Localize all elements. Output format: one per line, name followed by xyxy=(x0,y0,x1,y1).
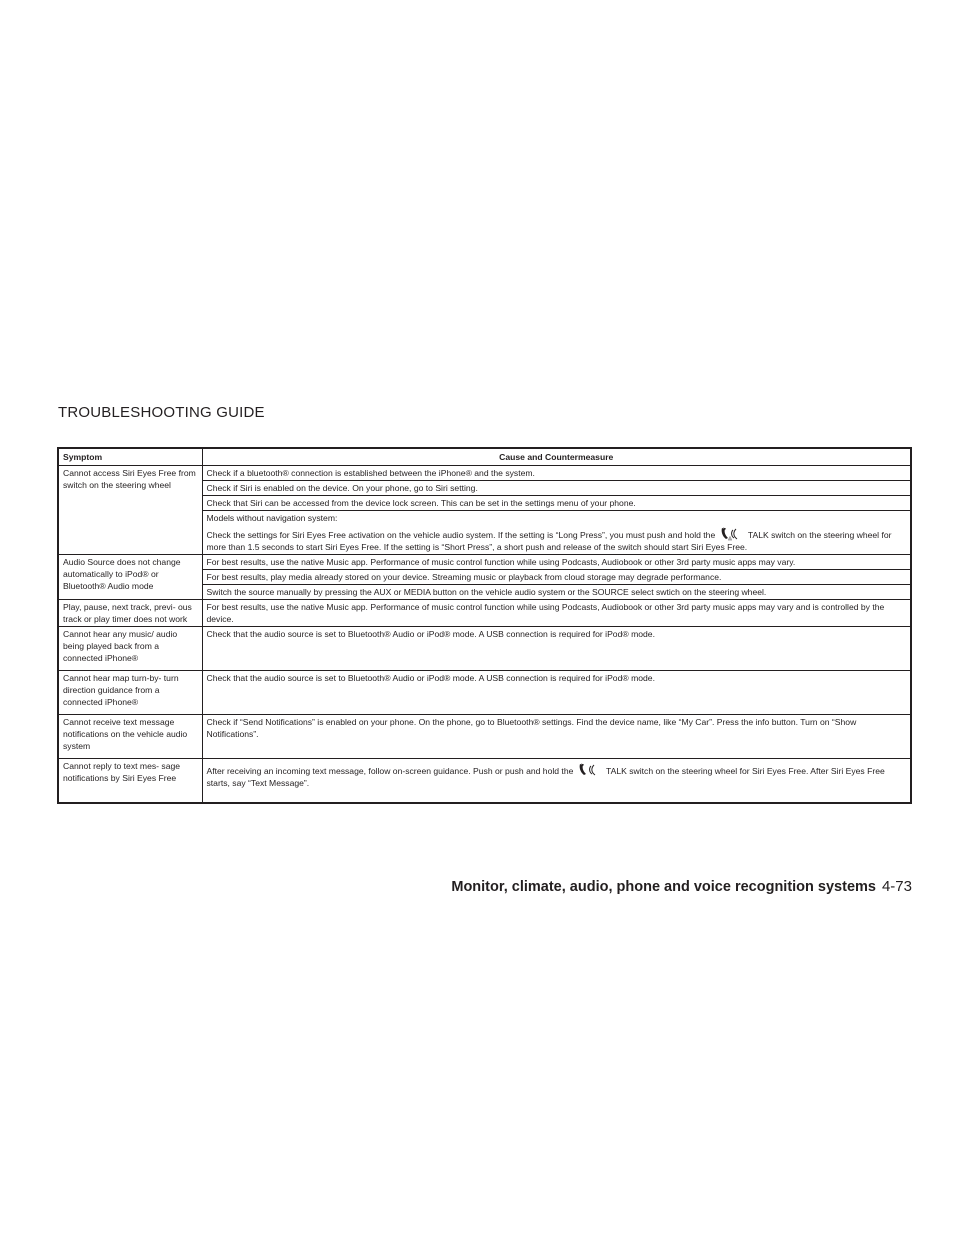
symptom-cell: Cannot access Siri Eyes Free from switch on the steering wheel xyxy=(58,466,202,555)
models-text xyxy=(207,527,907,553)
table-header-row xyxy=(58,448,911,466)
symptom-cell: Cannot reply to text mes- sage notifications by Siri Eyes Free xyxy=(58,759,202,803)
column-header-symptom: Symptom xyxy=(58,448,202,466)
cause-cell: For best results, use the native Music app. Performance of music control function while using Podcasts, Audiobook or other 3rd party music apps may vary and is controlled by the device. xyxy=(202,600,911,627)
page-footer xyxy=(451,878,912,896)
footer-section-title: Monitor, climate, audio, phone and voice recognition systems xyxy=(451,879,876,895)
cause-cell: Switch the source manually by pressing the AUX or MEDIA button on the vehicle audio system or the SOURCE select swtich on the steering wheel. xyxy=(202,585,911,600)
symptom-cell: Play, pause, next track, previ- ous track or play timer does not work xyxy=(58,600,202,627)
symptom-cell: Cannot hear map turn-by- turn direction guidance from a connected iPhone® xyxy=(58,671,202,715)
table-row xyxy=(58,627,911,671)
models-text-after: TALK switch on the steering wheel for more than 1.5 seconds to start Siri Eyes Free. If the setting is “Short Press”, a short push and release of the switch should start Siri Eyes Free. xyxy=(206,530,892,552)
talk-switch-icon xyxy=(577,763,603,777)
svg-text:⁂: ⁂ xyxy=(727,536,732,541)
reply-text-after: TALK switch on the steering wheel for Siri Eyes Free. After Siri Eyes Free starts, say “Text Message”. xyxy=(206,766,885,788)
cause-cell: Check that the audio source is set to Bluetooth® Audio or iPod® mode. A USB connection is required for iPod® mode. xyxy=(202,671,911,715)
cause-cell: For best results, play media already stored on your device. Streaming music or playback from cloud storage may degrade performance. xyxy=(202,570,911,585)
troubleshooting-table xyxy=(57,447,912,804)
page-number: 4-73 xyxy=(881,878,912,895)
table-row xyxy=(58,600,911,627)
models-text-before: Check the settings for Siri Eyes Free activation on the vehicle audio system. If the setting is “Long Press”, you must push and hold the xyxy=(206,530,716,540)
cause-cell: Check if a bluetooth® connection is established between the iPhone® and the system. xyxy=(202,466,911,481)
cause-cell: Check that the audio source is set to Bluetooth® Audio or iPod® mode. A USB connection is required for iPod® mode. xyxy=(202,627,911,671)
cause-cell: Check if “Send Notifications” is enabled on your phone. On the phone, go to Bluetooth® settings. Find the device name, like “My Car”. Press the info button. Turn on “Show Notifications”. xyxy=(202,715,911,759)
symptom-cell: Cannot receive text message notifications on the vehicle audio system xyxy=(58,715,202,759)
models-label: Models without navigation system: xyxy=(206,513,338,523)
page-title: TROUBLESHOOTING GUIDE xyxy=(58,404,265,421)
table-row xyxy=(58,555,911,570)
column-header-cause: Cause and Countermeasure xyxy=(202,448,911,466)
reply-text-before: After receiving an incoming text message, follow on-screen guidance. Push or push and hold the xyxy=(206,766,574,776)
cause-cell: For best results, use the native Music app. Performance of music control function while using Podcasts, Audiobook or other 3rd party music apps may vary. xyxy=(202,555,911,570)
cause-cell: Check if Siri is enabled on the device. On your phone, go to Siri setting. xyxy=(202,481,911,496)
talk-switch-icon xyxy=(719,527,745,541)
symptom-cell: Audio Source does not change automatically to iPod® or Bluetooth® Audio mode xyxy=(58,555,202,600)
table-row xyxy=(58,671,911,715)
table-row xyxy=(58,715,911,759)
cause-cell xyxy=(202,511,911,555)
cause-cell xyxy=(202,759,911,803)
symptom-cell: Cannot hear any music/ audio being played back from a connected iPhone® xyxy=(58,627,202,671)
table-row xyxy=(58,759,911,803)
cause-cell: Check that Siri can be accessed from the device lock screen. This can be set in the settings menu of your phone. xyxy=(202,496,911,511)
table-row xyxy=(58,466,911,481)
